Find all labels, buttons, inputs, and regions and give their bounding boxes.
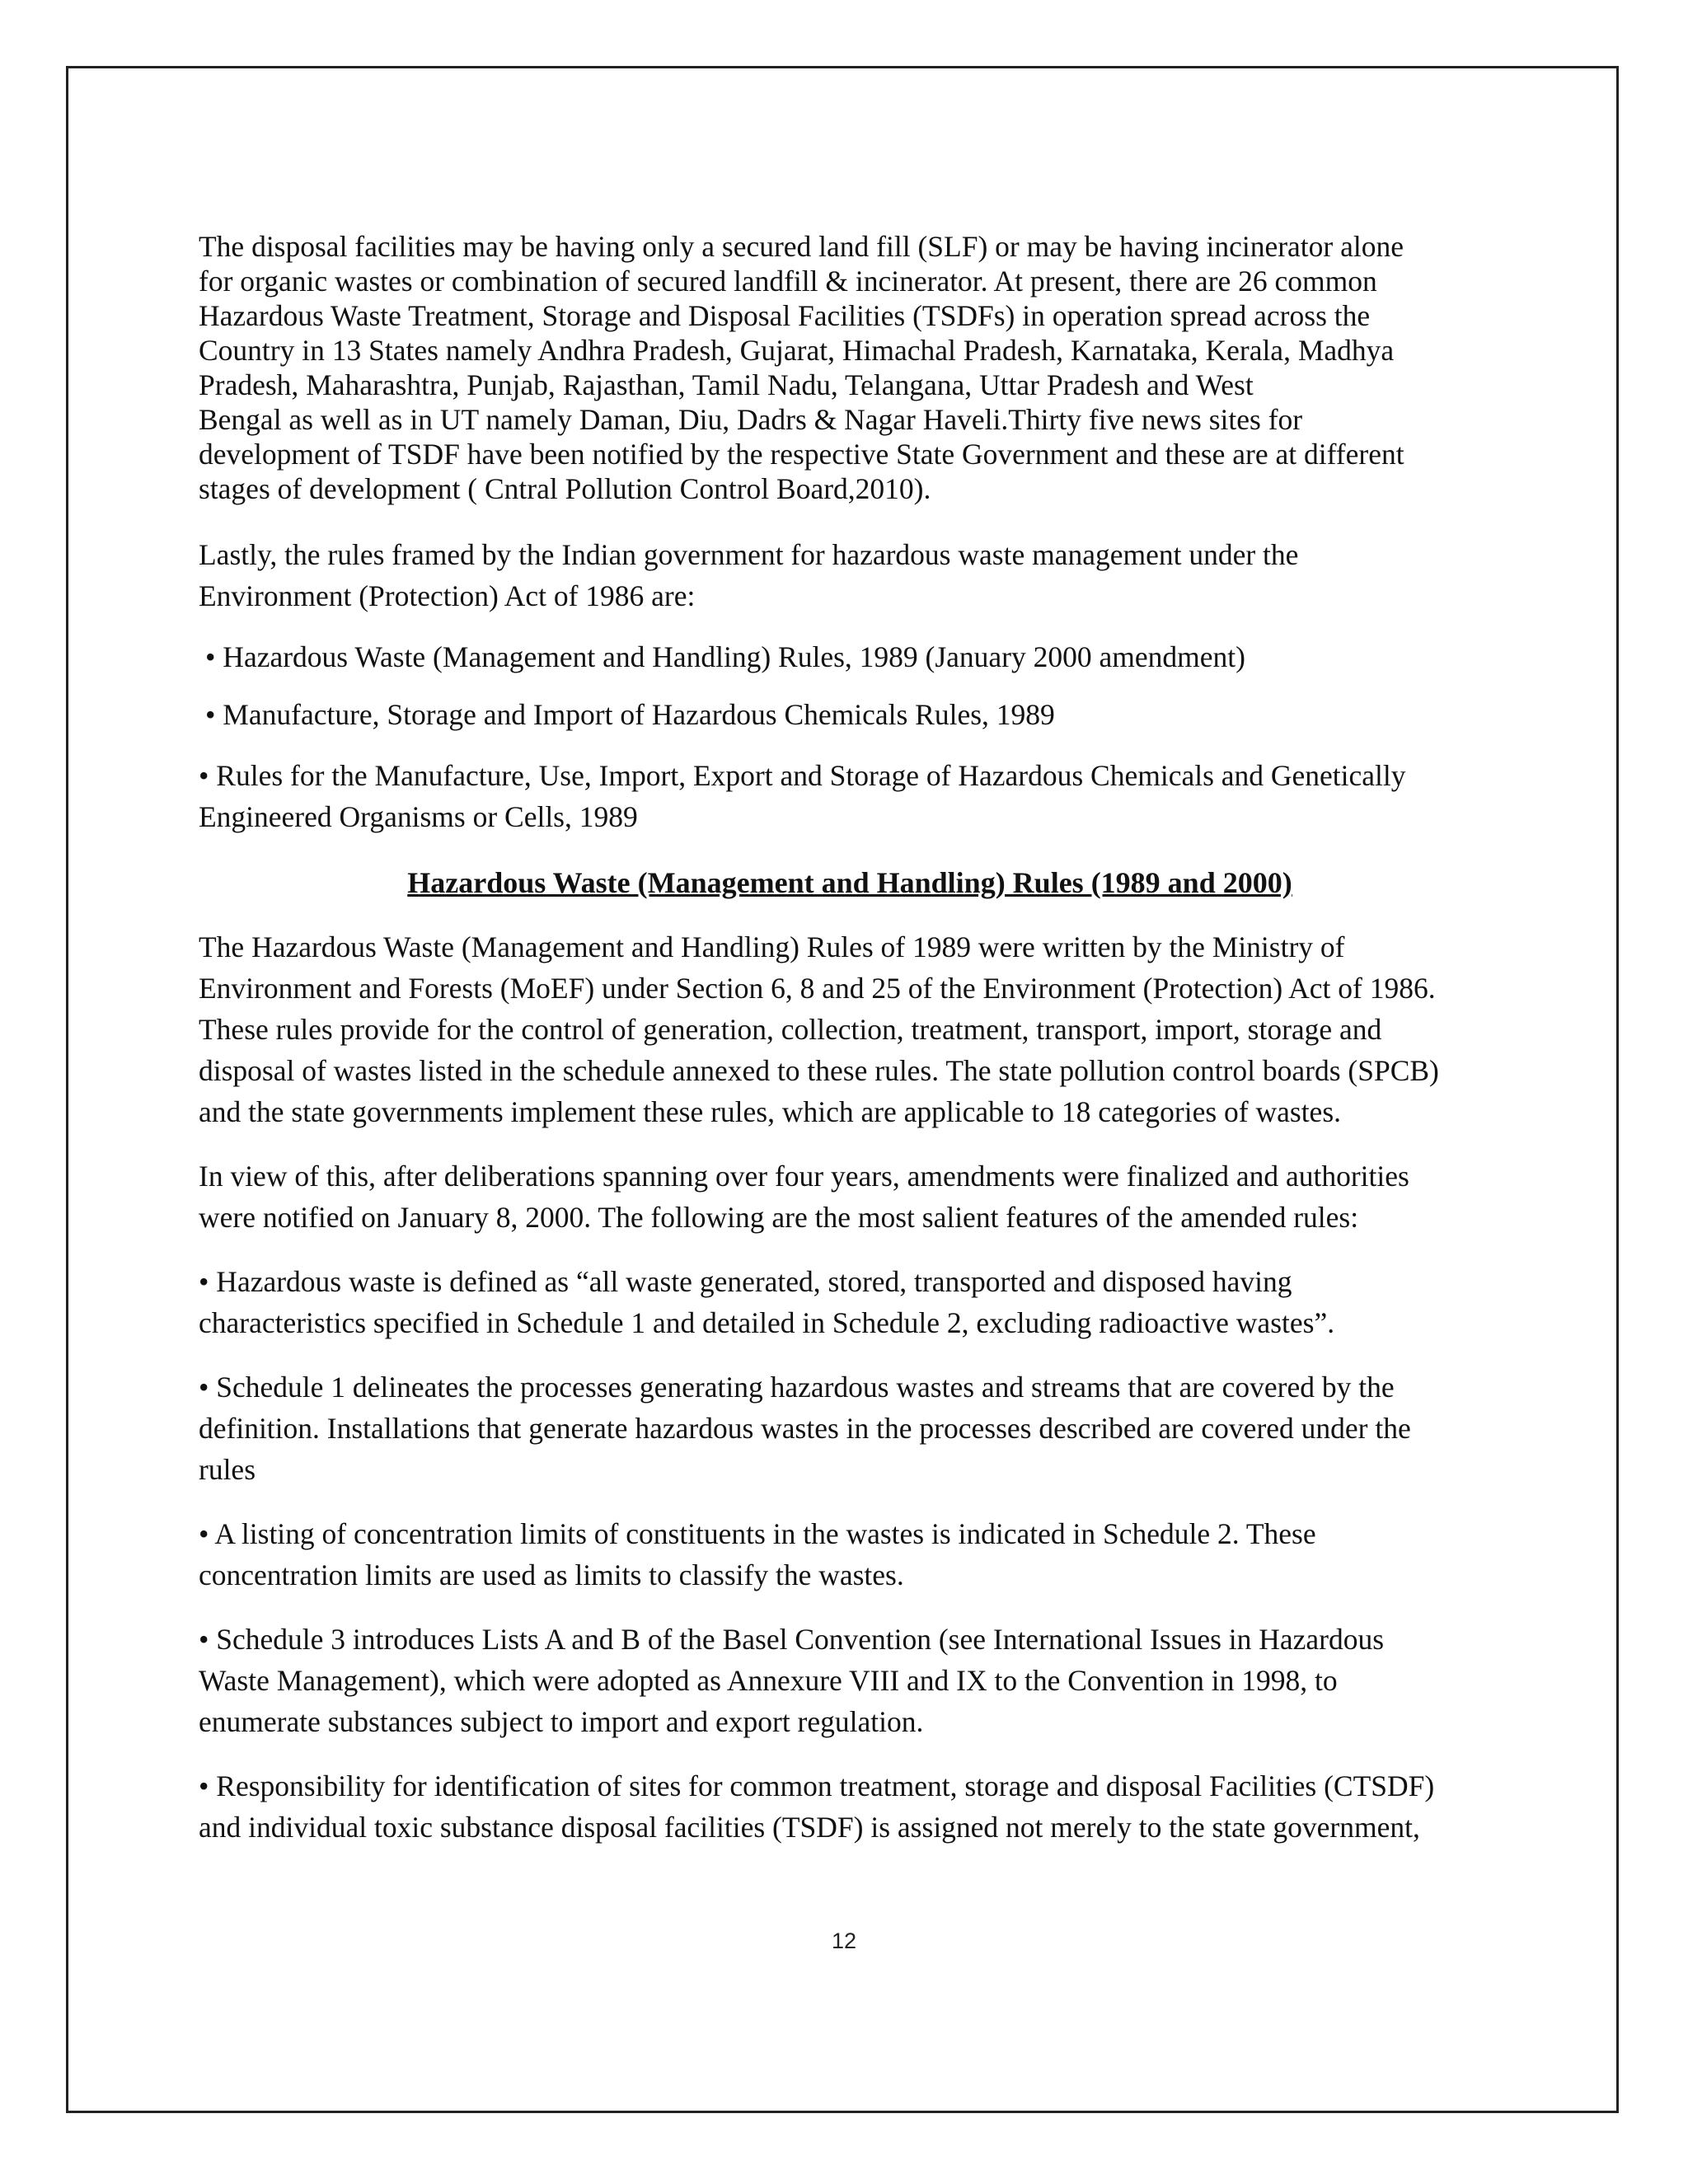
text-line: stages of development ( Cntral Pollution Control Board,2010). <box>199 472 931 505</box>
text-line: rules <box>199 1453 256 1486</box>
text-line: and the state governments implement these rules, which are applicable to 18 categories of wastes. <box>199 1095 1342 1128</box>
text-line: characteristics specified in Schedule 1 and detailed in Schedule 2, excluding radioactive wastes”. <box>199 1306 1335 1339</box>
text-line: The Hazardous Waste (Management and Handling) Rules of 1989 were written by the Ministry of <box>199 930 1345 963</box>
feature-bullet <box>199 1261 1501 1343</box>
page-number: 12 <box>831 1929 857 1953</box>
text-line: for organic wastes or combination of secured landfill & incinerator. At present, there are 26 common <box>199 265 1377 298</box>
text-line: • Rules for the Manufacture, Use, Import, Export and Storage of Hazardous Chemicals and Genetically <box>199 759 1406 792</box>
text-line: development of TSDF have been notified by the respective State Government and these are at different <box>199 438 1404 471</box>
text-line: disposal of wastes listed in the schedule annexed to these rules. The state pollution control boards (SPCB) <box>199 1054 1439 1087</box>
feature-bullet <box>199 1765 1501 1848</box>
text-line: Bengal as well as in UT namely Daman, Diu, Dadrs & Nagar Haveli.Thirty five news sites for <box>199 403 1303 436</box>
text-line: The disposal facilities may be having only a secured land fill (SLF) or may be having incinerator alone <box>199 230 1404 263</box>
text-line: and individual toxic substance disposal facilities (TSDF) is assigned not merely to the state government, <box>199 1811 1420 1844</box>
text-line: Lastly, the rules framed by the Indian government for hazardous waste management under the <box>199 538 1299 571</box>
feature-bullet <box>199 1366 1501 1490</box>
text-line: Waste Management), which were adopted as Annexure VIII and IX to the Convention in 1998, to <box>199 1664 1338 1697</box>
text-line: Engineered Organisms or Cells, 1989 <box>199 800 638 833</box>
text-line: were notified on January 8, 2000. The following are the most salient features of the amended rules: <box>199 1201 1359 1234</box>
rules-list-item <box>199 755 1501 837</box>
text-line: • Hazardous Waste (Management and Handling) Rules, 1989 (January 2000 amendment) <box>205 640 1245 673</box>
text-line: In view of this, after deliberations spanning over four years, amendments were finalized and authorities <box>199 1160 1409 1193</box>
text-line: Environment and Forests (MoEF) under Section 6, 8 and 25 of the Environment (Protection) Act of 1986. <box>199 972 1436 1005</box>
feature-bullet <box>199 1619 1501 1742</box>
rules-list-item <box>199 697 1501 732</box>
text-line: These rules provide for the control of generation, collection, treatment, transport, import, storage and <box>199 1013 1382 1046</box>
text-line: • A listing of concentration limits of constituents in the wastes is indicated in Schedule 2. These <box>199 1517 1316 1550</box>
text-line: • Schedule 3 introduces Lists A and B of the Basel Convention (see International Issues in Hazardous <box>199 1623 1385 1656</box>
rules-list-item <box>199 640 1501 674</box>
text-line: • Hazardous waste is defined as “all waste generated, stored, transported and disposed having <box>199 1265 1292 1298</box>
text-line: Hazardous Waste Treatment, Storage and Disposal Facilities (TSDFs) in operation spread across the <box>199 299 1371 332</box>
text-line: • Schedule 1 delineates the processes generating hazardous wastes and streams that are covered by the <box>199 1371 1395 1404</box>
section-paragraph <box>199 926 1501 1132</box>
text-line: enumerate substances subject to import and export regulation. <box>199 1705 924 1738</box>
section-heading: Hazardous Waste (Management and Handling) Rules (1989 and 2000) <box>407 866 1292 899</box>
text-line: • Responsibility for identification of sites for common treatment, storage and disposal Facilities (CTSDF) <box>199 1769 1435 1802</box>
text-line: Country in 13 States namely Andhra Pradesh, Gujarat, Himachal Pradesh, Karnataka, Kerala, Madhya <box>199 334 1395 367</box>
rules-intro-paragraph <box>199 534 1501 616</box>
text-line: • Manufacture, Storage and Import of Hazardous Chemicals Rules, 1989 <box>205 698 1055 731</box>
text-line: definition. Installations that generate hazardous wastes in the processes described are covered under the <box>199 1412 1411 1445</box>
section-paragraph <box>199 1155 1501 1238</box>
intro-paragraph <box>199 229 1501 506</box>
text-line: concentration limits are used as limits to classify the wastes. <box>199 1558 904 1591</box>
text-line: Pradesh, Maharashtra, Punjab, Rajasthan, Tamil Nadu, Telangana, Uttar Pradesh and West <box>199 368 1254 401</box>
document-body <box>199 229 1501 1848</box>
feature-bullet <box>199 1513 1501 1596</box>
text-line: Environment (Protection) Act of 1986 are: <box>199 579 696 612</box>
